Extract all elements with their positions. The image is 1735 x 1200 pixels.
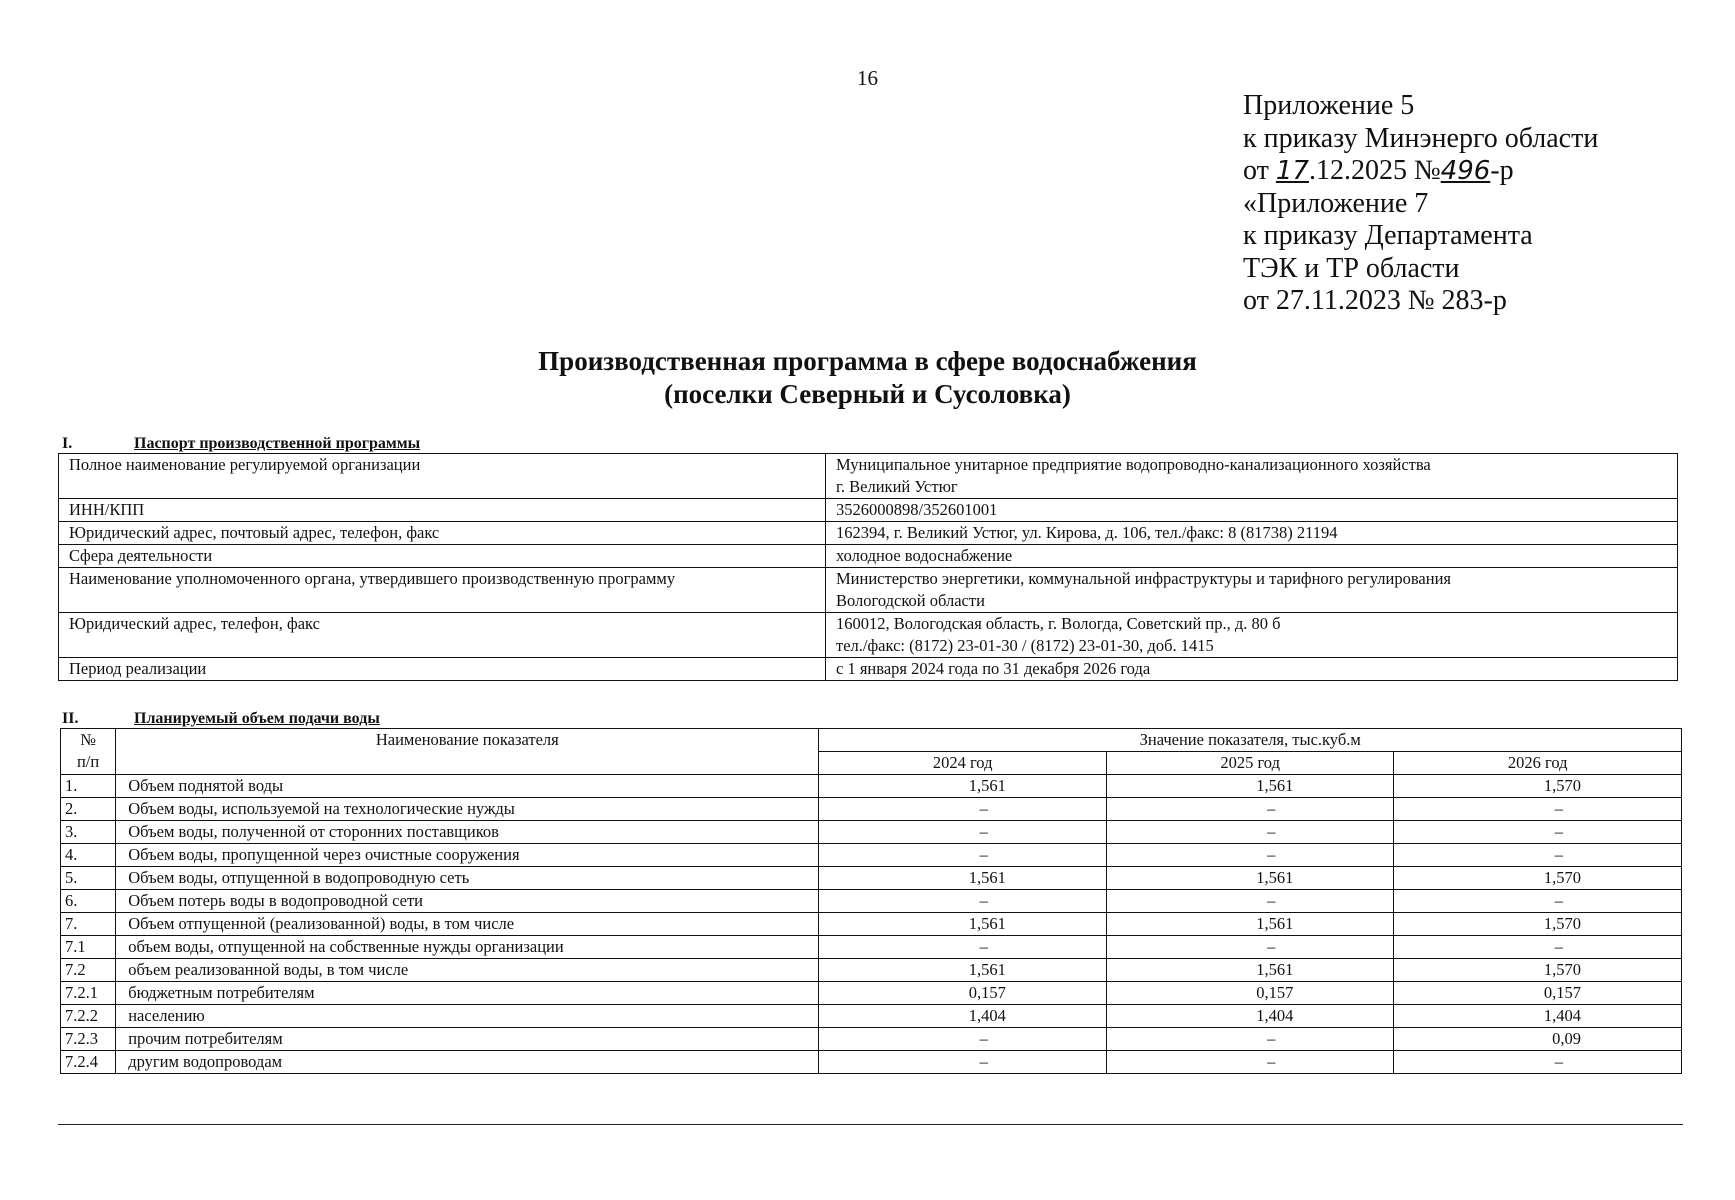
table-row — [61, 890, 1682, 913]
appendix-line-6: ТЭК и ТР области — [1243, 252, 1460, 284]
row-indicator-name: Объем отпущенной (реализованной) воды, в том числе — [116, 913, 819, 936]
section-1-number: I. — [62, 435, 73, 452]
row-value-2026: – — [1394, 821, 1682, 844]
passport-value-line: г. Великий Устюг — [836, 477, 958, 496]
passport-value — [826, 613, 1678, 658]
row-value-2024: 1,561 — [819, 775, 1107, 798]
row-value-2025: 1,561 — [1106, 959, 1394, 982]
row-number: 5. — [61, 867, 116, 890]
appendix-line-3 — [1243, 155, 1598, 188]
passport-value — [826, 522, 1678, 545]
table-row — [61, 982, 1682, 1005]
row-value-2024: 1,561 — [819, 959, 1107, 982]
row-value-2025: 1,561 — [1106, 913, 1394, 936]
table-row — [61, 798, 1682, 821]
row-indicator-name: Объем воды, пропущенной через очистные сооружения — [116, 844, 819, 867]
row-value-2025: 1,561 — [1106, 775, 1394, 798]
row-value-2026: – — [1394, 890, 1682, 913]
table-row — [61, 775, 1682, 798]
row-value-2026: – — [1394, 1051, 1682, 1074]
passport-value — [826, 545, 1678, 568]
table-row — [61, 936, 1682, 959]
row-value-2025: – — [1106, 844, 1394, 867]
row-number: 7.2.2 — [61, 1005, 116, 1028]
row-value-2024: 1,561 — [819, 867, 1107, 890]
handwritten-day: 17 — [1275, 156, 1309, 186]
passport-value-line: тел./факс: (8172) 23-01-30 / (8172) 23-01-30, доб. 1415 — [836, 636, 1214, 655]
appendix-line-1: Приложение 5 — [1243, 90, 1415, 121]
appendix-date-mid: .12.2025 № — [1308, 155, 1441, 186]
passport-value — [826, 568, 1678, 613]
header-number-line-1: № — [80, 730, 96, 749]
row-value-2026: – — [1394, 798, 1682, 821]
row-value-2024: – — [819, 936, 1107, 959]
passport-label: Наименование уполномоченного органа, утвердившего производственную программу — [59, 568, 826, 613]
table-row — [61, 867, 1682, 890]
row-indicator-name: другим водопроводам — [116, 1051, 819, 1074]
table-row — [61, 913, 1682, 936]
passport-value-line: 162394, г. Великий Устюг, ул. Кирова, д. 106, тел./факс: 8 (81738) 21194 — [836, 523, 1338, 542]
appendix-date-prefix: от — [1243, 155, 1276, 186]
passport-row — [59, 613, 1678, 658]
passport-value-line: Вологодской области — [836, 591, 985, 610]
row-value-2025: – — [1106, 821, 1394, 844]
passport-value — [826, 499, 1678, 522]
appendix-line-7: от 27.11.2023 № 283-р — [1243, 285, 1507, 316]
passport-row — [59, 454, 1678, 499]
row-value-2026: 1,404 — [1394, 1005, 1682, 1028]
handwritten-order-number: 496 — [1440, 156, 1491, 186]
passport-value — [826, 658, 1678, 681]
passport-value-line: Муниципальное унитарное предприятие водопроводно-канализационного хозяйства — [836, 455, 1431, 474]
row-number: 7.1 — [61, 936, 116, 959]
passport-value — [826, 454, 1678, 499]
passport-value-line: 3526000898/352601001 — [836, 500, 998, 519]
document-title — [0, 345, 1735, 411]
row-indicator-name: объем воды, отпущенной на собственные нужды организации — [116, 936, 819, 959]
passport-label: Период реализации — [59, 658, 826, 681]
row-indicator-name: Объем потерь воды в водопроводной сети — [116, 890, 819, 913]
row-value-2025: – — [1106, 1028, 1394, 1051]
row-number: 7.2.1 — [61, 982, 116, 1005]
title-line-1: Производственная программа в сфере водоснабжения — [538, 346, 1197, 376]
section-2-number: II. — [62, 710, 79, 727]
table-row — [61, 1005, 1682, 1028]
page-number: 16 — [857, 66, 878, 90]
row-number: 6. — [61, 890, 116, 913]
row-number: 2. — [61, 798, 116, 821]
title-line-2: (поселки Северный и Сусоловка) — [664, 379, 1071, 409]
row-value-2024: – — [819, 844, 1107, 867]
row-value-2024: – — [819, 1051, 1107, 1074]
section-1-title: Паспорт производственной программы — [134, 435, 421, 452]
passport-label: Юридический адрес, почтовый адрес, телефон, факс — [59, 522, 826, 545]
passport-value-line: Министерство энергетики, коммунальной инфраструктуры и тарифного регулирования — [836, 569, 1451, 588]
row-value-2024: 1,561 — [819, 913, 1107, 936]
passport-row — [59, 568, 1678, 613]
row-value-2024: 0,157 — [819, 982, 1107, 1005]
row-value-2026: 1,570 — [1394, 867, 1682, 890]
appendix-line-2: к приказу Минэнерго области — [1243, 122, 1599, 154]
row-number: 7.2.4 — [61, 1051, 116, 1074]
row-value-2026: 1,570 — [1394, 913, 1682, 936]
passport-value-line: с 1 января 2024 года по 31 декабря 2026 года — [836, 659, 1151, 678]
passport-value-line: холодное водоснабжение — [836, 546, 1013, 565]
row-value-2026: 0,157 — [1394, 982, 1682, 1005]
passport-value-line: 160012, Вологодская область, г. Вологда, Советский пр., д. 80 б — [836, 614, 1281, 633]
row-number: 7.2 — [61, 959, 116, 982]
row-value-2026: – — [1394, 936, 1682, 959]
row-number: 4. — [61, 844, 116, 867]
appendix-block — [1243, 90, 1598, 318]
row-value-2025: – — [1106, 798, 1394, 821]
row-number: 7.2.3 — [61, 1028, 116, 1051]
header-number-line-2: п/п — [76, 752, 100, 771]
table-row — [61, 821, 1682, 844]
passport-label: Полное наименование регулируемой организации — [59, 454, 826, 499]
row-number: 1. — [61, 775, 116, 798]
passport-label: Сфера деятельности — [59, 545, 826, 568]
appendix-date-suffix: -р — [1490, 155, 1514, 186]
row-value-2026: 1,570 — [1394, 959, 1682, 982]
row-indicator-name: Объем воды, используемой на технологические нужды — [116, 798, 819, 821]
row-value-2025: 1,561 — [1106, 867, 1394, 890]
row-value-2026: 1,570 — [1394, 775, 1682, 798]
row-value-2026: – — [1394, 844, 1682, 867]
bottom-divider — [58, 1124, 1683, 1125]
appendix-line-4: «Приложение 7 — [1243, 187, 1429, 219]
row-number: 7. — [61, 913, 116, 936]
row-value-2025: – — [1106, 890, 1394, 913]
passport-label: ИНН/КПП — [59, 499, 826, 522]
passport-table — [58, 453, 1678, 681]
appendix-line-5: к приказу Департамента — [1243, 220, 1533, 251]
passport-row — [59, 658, 1678, 681]
row-value-2026: 0,09 — [1394, 1028, 1682, 1051]
section-2-title: Планируемый объем подачи воды — [134, 710, 380, 727]
section-1-heading — [62, 435, 420, 453]
table-header-row-1 — [61, 729, 1682, 752]
header-indicator-name: Наименование показателя — [116, 729, 819, 775]
row-value-2024: – — [819, 1028, 1107, 1051]
passport-label: Юридический адрес, телефон, факс — [59, 613, 826, 658]
row-value-2025: 0,157 — [1106, 982, 1394, 1005]
table-row — [61, 1028, 1682, 1051]
table-row — [61, 959, 1682, 982]
passport-row — [59, 522, 1678, 545]
row-indicator-name: объем реализованной воды, в том числе — [116, 959, 819, 982]
section-2-heading — [62, 710, 380, 728]
row-value-2024: – — [819, 890, 1107, 913]
row-indicator-name: Объем поднятой воды — [116, 775, 819, 798]
row-value-2024: – — [819, 798, 1107, 821]
row-value-2025: 1,404 — [1106, 1005, 1394, 1028]
row-indicator-name: населению — [116, 1005, 819, 1028]
row-value-2024: 1,404 — [819, 1005, 1107, 1028]
header-year-2026: 2026 год — [1394, 752, 1682, 775]
row-value-2025: – — [1106, 936, 1394, 959]
row-indicator-name: Объем воды, полученной от сторонних поставщиков — [116, 821, 819, 844]
row-indicator-name: прочим потребителям — [116, 1028, 819, 1051]
water-volume-table — [60, 728, 1682, 1074]
row-value-2024: – — [819, 821, 1107, 844]
header-value-group: Значение показателя, тыс.куб.м — [819, 729, 1682, 752]
header-year-2025: 2025 год — [1106, 752, 1394, 775]
header-year-2024: 2024 год — [819, 752, 1107, 775]
table-row — [61, 844, 1682, 867]
row-indicator-name: Объем воды, отпущенной в водопроводную сеть — [116, 867, 819, 890]
passport-row — [59, 499, 1678, 522]
table-row — [61, 1051, 1682, 1074]
passport-row — [59, 545, 1678, 568]
row-indicator-name: бюджетным потребителям — [116, 982, 819, 1005]
row-value-2025: – — [1106, 1051, 1394, 1074]
row-number: 3. — [61, 821, 116, 844]
header-number-cell — [61, 729, 116, 775]
